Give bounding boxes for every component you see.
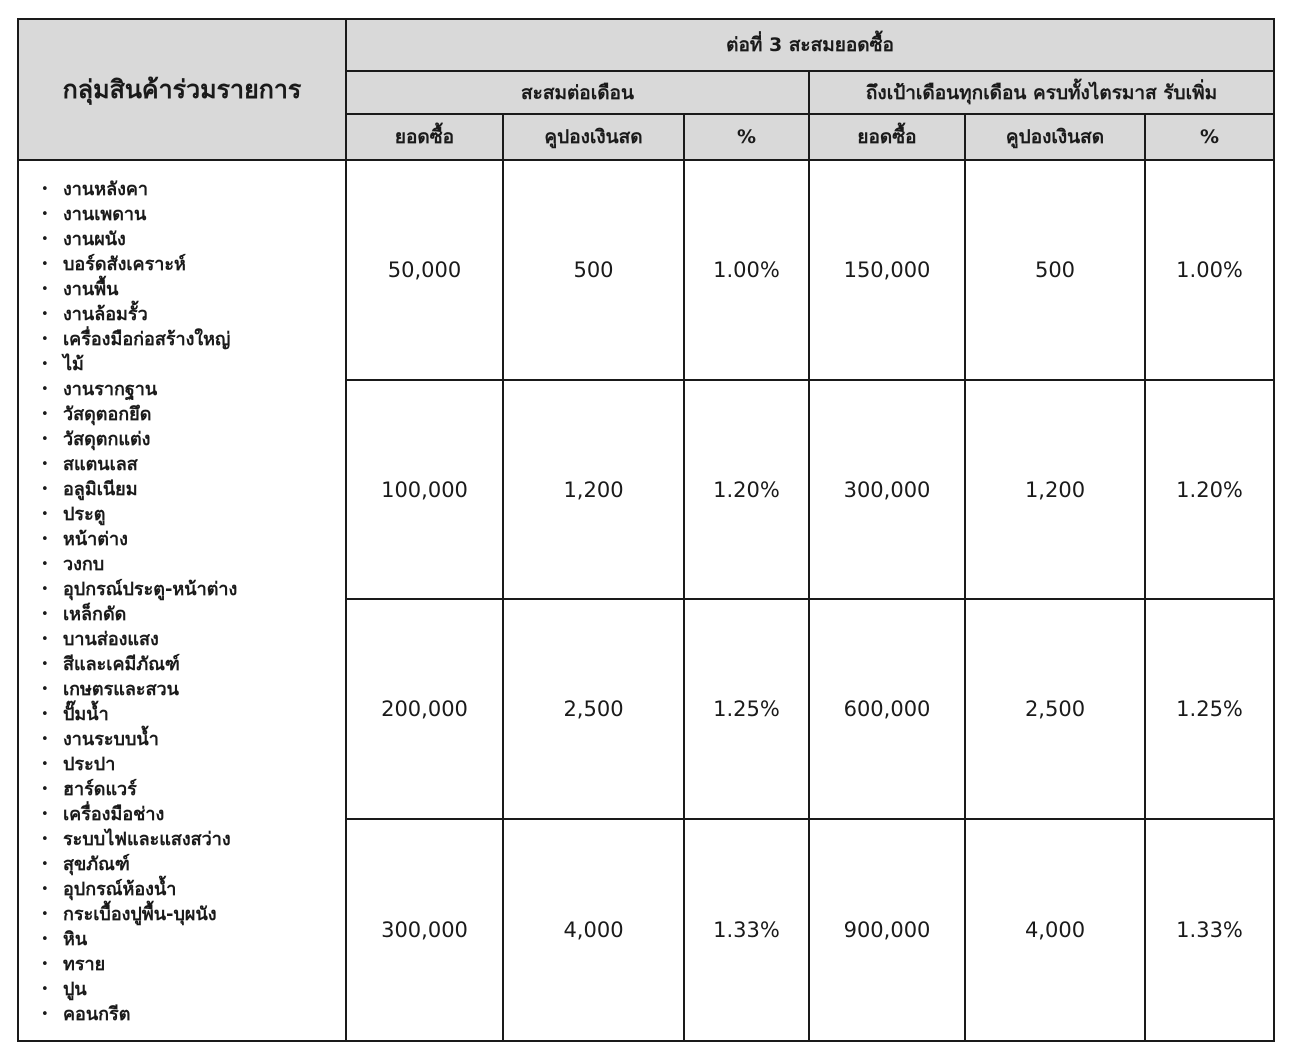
- quarterly-purchase-cell: 300,000: [809, 380, 965, 599]
- monthly-percent-cell: 1.00%: [684, 160, 809, 380]
- monthly-percent-cell: 1.20%: [684, 380, 809, 599]
- category-item: • เหล็กดัด: [41, 602, 345, 627]
- product-group-header: กลุ่มสินค้าร่วมรายการ: [18, 19, 346, 160]
- monthly-purchase-cell: 300,000: [346, 819, 503, 1041]
- monthly-purchase-cell: 200,000: [346, 599, 503, 819]
- monthly-purchase-cell: 100,000: [346, 380, 503, 599]
- monthly-coupon-cell: 1,200: [503, 380, 684, 599]
- quarterly-coupon-cell: 4,000: [965, 819, 1145, 1041]
- category-item: • อลูมิเนียม: [41, 477, 345, 502]
- category-item: • ฮาร์ดแวร์: [41, 777, 345, 802]
- category-item: • สุขภัณฑ์: [41, 852, 345, 877]
- category-item: • ระบบไฟและแสงสว่าง: [41, 827, 345, 852]
- category-item: • เครื่องมือก่อสร้างใหญ่: [41, 327, 345, 352]
- category-item: • งานเพดาน: [41, 202, 345, 227]
- quarterly-percent-cell: 1.33%: [1145, 819, 1274, 1041]
- quarterly-coupon-column-header: คูปองเงินสด: [965, 114, 1145, 160]
- category-item: • เกษตรและสวน: [41, 677, 345, 702]
- quarterly-percent-cell: 1.25%: [1145, 599, 1274, 819]
- quarterly-section-header: ถึงเป้าเดือนทุกเดือน ครบทั้งไตรมาส รับเพิ่ม: [809, 71, 1274, 114]
- category-item: • วัสดุตอกยึด: [41, 402, 345, 427]
- accumulated-purchase-header: ต่อที่ 3 สะสมยอดซื้อ: [346, 19, 1274, 71]
- quarterly-purchase-cell: 600,000: [809, 599, 965, 819]
- category-item: • วัสดุตกแต่ง: [41, 427, 345, 452]
- category-item: • กระเบื้องปูพื้น-บุผนัง: [41, 902, 345, 927]
- category-list: [41, 177, 345, 1027]
- category-item: • สแตนเลส: [41, 452, 345, 477]
- category-item: • หน้าต่าง: [41, 527, 345, 552]
- monthly-coupon-cell: 500: [503, 160, 684, 380]
- monthly-purchase-cell: 50,000: [346, 160, 503, 380]
- monthly-coupon-column-header: คูปองเงินสด: [503, 114, 684, 160]
- quarterly-purchase-cell: 150,000: [809, 160, 965, 380]
- quarterly-percent-cell: 1.00%: [1145, 160, 1274, 380]
- category-item: • อุปกรณ์ประตู-หน้าต่าง: [41, 577, 345, 602]
- quarterly-percent-cell: 1.20%: [1145, 380, 1274, 599]
- category-item: • ประตู: [41, 502, 345, 527]
- category-item: • ประปา: [41, 752, 345, 777]
- header-row-1: [18, 19, 1274, 71]
- quarterly-coupon-cell: 500: [965, 160, 1145, 380]
- category-item: • สีและเคมีภัณฑ์: [41, 652, 345, 677]
- tier-row: [18, 160, 1274, 380]
- monthly-section-header: สะสมต่อเดือน: [346, 71, 809, 114]
- category-item: • หิน: [41, 927, 345, 952]
- category-item: • งานผนัง: [41, 227, 345, 252]
- category-item: • ปั๊มน้ำ: [41, 702, 345, 727]
- quarterly-percent-column-header: %: [1145, 114, 1274, 160]
- monthly-percent-column-header: %: [684, 114, 809, 160]
- quarterly-coupon-cell: 2,500: [965, 599, 1145, 819]
- category-item: • ปูน: [41, 977, 345, 1002]
- monthly-purchase-column-header: ยอดซื้อ: [346, 114, 503, 160]
- category-item: • ไม้: [41, 352, 345, 377]
- monthly-percent-cell: 1.25%: [684, 599, 809, 819]
- category-item: • เครื่องมือช่าง: [41, 802, 345, 827]
- quarterly-coupon-cell: 1,200: [965, 380, 1145, 599]
- monthly-percent-cell: 1.33%: [684, 819, 809, 1041]
- category-list-cell: [18, 160, 346, 1041]
- category-item: • ทราย: [41, 952, 345, 977]
- category-item: • อุปกรณ์ห้องน้ำ: [41, 877, 345, 902]
- category-item: • คอนกรีต: [41, 1002, 345, 1027]
- category-item: • งานพื้น: [41, 277, 345, 302]
- category-item: • บานส่องแสง: [41, 627, 345, 652]
- category-item: • บอร์ดสังเคราะห์: [41, 252, 345, 277]
- quarterly-purchase-cell: 900,000: [809, 819, 965, 1041]
- monthly-coupon-cell: 4,000: [503, 819, 684, 1041]
- category-item: • งานรากฐาน: [41, 377, 345, 402]
- category-item: • งานหลังคา: [41, 177, 345, 202]
- category-item: • งานระบบน้ำ: [41, 727, 345, 752]
- category-item: • งานล้อมรั้ว: [41, 302, 345, 327]
- category-item: • วงกบ: [41, 552, 345, 577]
- quarterly-purchase-column-header: ยอดซื้อ: [809, 114, 965, 160]
- promotion-table: [17, 18, 1275, 1042]
- monthly-coupon-cell: 2,500: [503, 599, 684, 819]
